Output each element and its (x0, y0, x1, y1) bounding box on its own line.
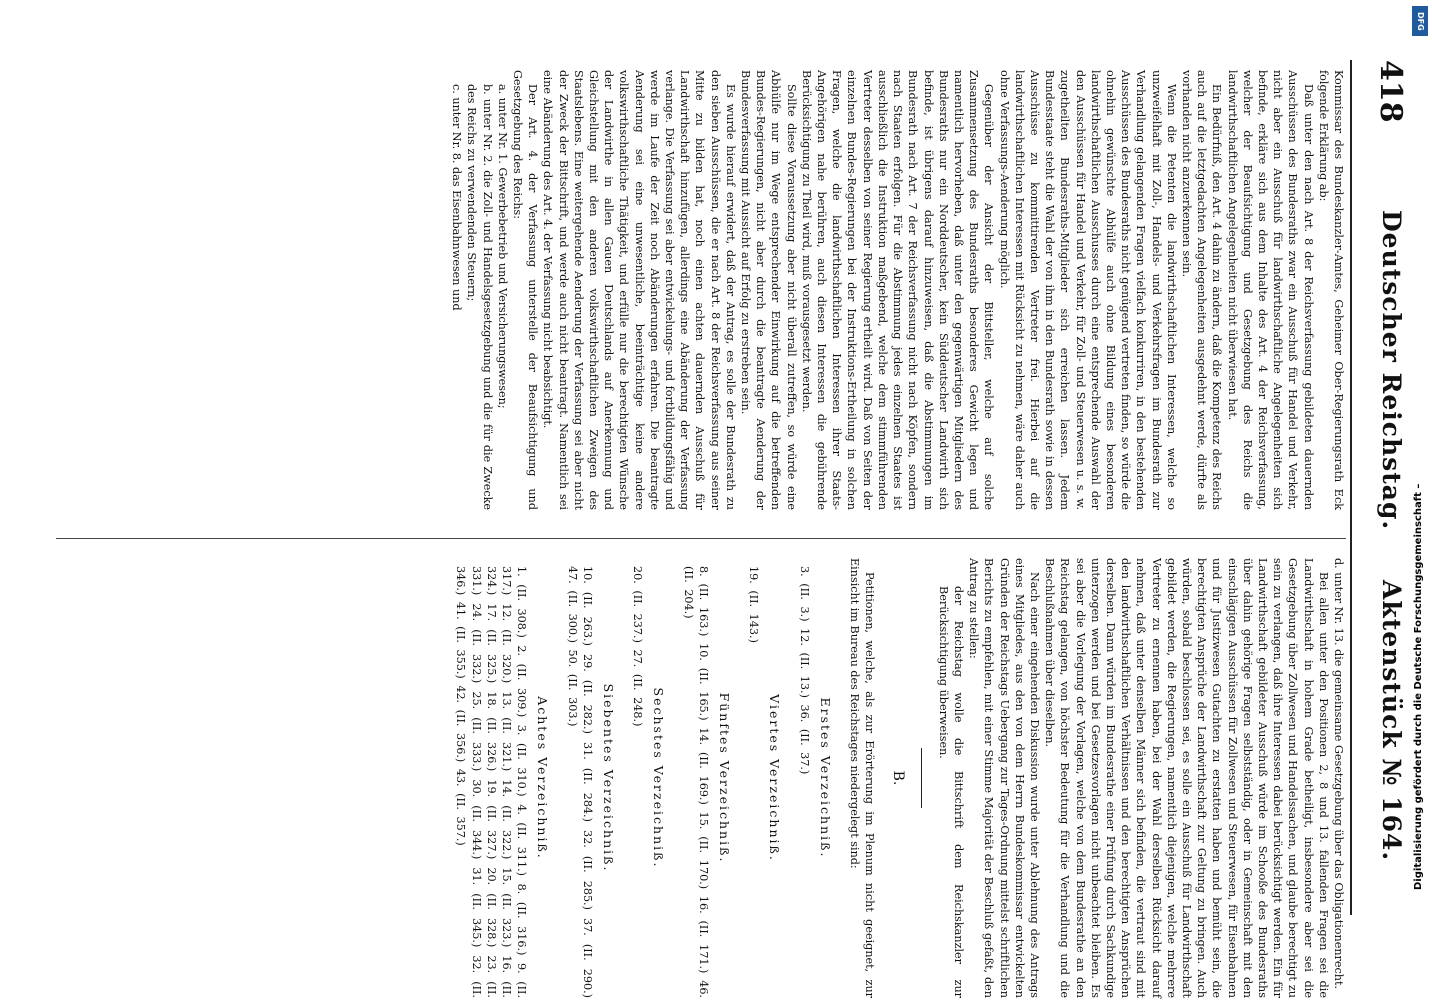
paragraph: Der Art. 4. der Verfassung unterstelle der Beaufsichtigung und Gesetzgebung des Reichs: (511, 70, 540, 510)
section-letter: B. (889, 770, 906, 786)
header-rule (1350, 60, 1352, 915)
list-item: a. unter Nr. 1. Gewerbebetrieb und Versicherungswesen; (495, 84, 509, 409)
dfg-logo: DFG (1412, 6, 1428, 36)
paragraph: Ein Bedürfniß, den Art. 4 dahin zu ändern, daß die Kompetenz des Reichs auch auf die letztgedachten Angelegenheiten ausgedehnt werde, dürfte als vorhanden nicht anzuerkennen sein. (1179, 70, 1224, 510)
list-entries: 8. (II. 163.) 10. (II. 165.) 14. (II. 169.) 15. (II. 170.) 16. (II. 171.) 46. (II. 204.) (681, 566, 710, 998)
motion-text: der Reichstag wolle die Bittschrift dem Reichskanzler zur Berücksichtigung überweisen. (936, 586, 965, 998)
list-item: b. unter Nr. 2. die Zoll- und Handelsgesetzgebung und die für die Zwecke des Reichs zu verwendenden Steuern; (465, 84, 494, 510)
list-heading: Viertes Verzeichniß. (767, 694, 783, 862)
section-separator (921, 748, 922, 808)
right-column (453, 558, 1346, 998)
paragraph: Nach einer eingehenden Diskussion wurde unter Ablehnung des Antrags eines Mitgliedes, aus den von dem Herrn Bundeskommissar entwickelten Gründen der Reichstags Uebergang zur Tages-Ordnung mittelst schriftlichen Berichts zu empfehlen, mit einer Stimme Majorität der Beschluß gefaßt, den Antrag zu stellen: (967, 558, 1041, 998)
page-number: 418 (1373, 60, 1408, 123)
paragraph: Es wurde hierauf erwidert, daß der Antrag, es solle der Bundesrath zu den sieben Ausschüssen, die er nach Art. 8 der Reichsverfassung aus seiner Mitte zu bilden hat, noch einen achten dauernden Ausschuß für Landwirthschaft hinzufügen, allerdings eine Abänderung der Verfassung verlange. Die Verfassung sei aber entwickelungs- und fortbildungsfähig und werde im Laufe der Zeit noch Abänderungen erfahren. Die beantragte Aenderung sei eine unwesentliche, beeinträchtige keine andere volkswirthschaftliche Thätigkeit, und erfülle nur die berechtigten Wünsche der Landwirthe in allen Gauen Deutschlands auf Anerkennung und Gleichstellung mit den anderen volkswirthschaftlichen Zweigen des Staatslebens. Eine weitergehende Aenderung der Verfassung sei aber nicht der Zweck der Bittschrift, und werde auch nicht beantragt. Namentlich sei eine Abänderung des Art. 4. der Verfassung nicht beabsichtigt. (541, 70, 737, 510)
list-heading: Achtes Verzeichniß. (535, 696, 551, 860)
list-entries: 10. (II. 263.) 29. (II. 282.) 31. (II. 284.) 32. (II. 285.) 37. (II. 290.) 47. (II. 300.) 50. (II. 303.) (565, 566, 594, 998)
digitization-note: Digitalisierung gefördert durch die Deutsche Forschungsgemeinschaft – (1413, 483, 1424, 890)
list-heading: Erstes Verzeichniß. (817, 697, 833, 859)
paragraph: Gegenüber der Ansicht der Bittsteller, welche auf solche Zusammensetzung des Bundesraths besonderes Gewicht legen und namentlich hervorheben, daß unter den gegenwärtigen Mitgliedern des Bundesraths nur ein Norddeutscher, kein Süddeutscher Landwirth sich befinde, ist übrigens darauf hinzuweisen, daß die Abstimmungen im Bundesrath nach Art. 7 der Reichsverfassung nicht nach Köpfen, sondern nach Staaten erfolgen. Für die Abstimmung jedes einzelnen Staates ist ausschließlich die Instruktion maßgebend, welche dem stimmführenden Vertreter desselben von seiner Regierung ertheilt wird. Daß von Seiten der einzelnen Bundes-Regierungen bei der Instruktions-Ertheilung in solchen Fragen, welche die landwirthschaftlichen Interessen ihrer Staats-Angehörigen nahe berühren, auch diesen Interessen die gebührende Berücksichtigung zu Theil wird, muß vorausgesetzt werden. (799, 70, 996, 510)
list-heading: Sechstes Verzeichniß. (651, 687, 667, 869)
left-column (449, 70, 1346, 510)
list-entries: 3. (II. 3.) 12. (II. 13.) 36. (II. 37.) (797, 566, 811, 775)
list-heading: Siebentes Verzeichniß. (601, 683, 617, 873)
paragraph: Wenn die Petenten die landwirthschaftlichen Interessen, welche so unzweifelhaft mit Zoll-, Handels- und Verkehrsfragen im Bundesrath zur Verhandlung gelangenden Fragen vielfach konkurriren, in den bestehenden Ausschüssen des Bundesraths nicht genügend vertreten finden, so würde die ohnehin gewünschte Abhülfe auch ohne Bildung eines besonderen landwirthschaftlichen Ausschusses durch eine entsprechende Auswahl der den Ausschüssen für Handel und Verkehr, für Zoll- und Steuerwesen u. s. w. zugetheilten Bundesraths-Mitglieder sich erreichen lassen. Jedem Bundesstaate steht die Wahl der von ihm in den Bundesrath sowie in dessen Ausschüsse zu kommittirenden Vertreter frei. Hierbei auf die landwirthschaftlichen Interessen mit Rücksicht zu nehmen, wäre daher auch ohne Verfassungs-Aenderung möglich. (997, 70, 1178, 510)
list-item: c. unter Nr. 8. das Eisenbahnwesen und (450, 84, 464, 311)
paragraph: d. unter Nr. 13. die gemeinsame Gesetzgebung über das Obligationenrecht. (1332, 558, 1345, 990)
paragraph: Sollte diese Voraussetzung aber nicht überall zutreffen, so würde eine Abhülfe nur im Wege entsprechender Einwirkung auf die betreffenden Bundes-Regierungen, nicht aber durch die beantragte Aenderung der Bundesverfassung mit Aussicht auf Erfolg zu erstreben sein. (739, 70, 798, 510)
paragraph: Petitionen, welche, als zur Erörterung im Plenum nicht geeignet, zur Einsicht im Bureau des Reichstages niedergelegt sind: (848, 558, 877, 998)
running-title: Deutscher Reichstag. (1377, 210, 1406, 531)
paragraph: Bei allen unter den Positionen 2, 8 und 13. fallenden Fragen sei die Landwirthschaft in hohem Grade betheiligt, insbesondere aber sei die Gesetzgebung über Zollwesen und Handelssachen, und glaube berechtigt zu sein zu verlangen, daß ihre Interessen dabei berücksichtigt werden. Ein für Landwirthschaft gebildeter Ausschuß würde im Schooße des Bundesraths über dahin gehörige Fragen selbstständig, oder in Gemeinschaft mit den einschlägigen Ausschüssen für Zollwesen und Steuerwesen, für Eisenbahnen und für Justizwesen Gutachten zu erstatten haben und bemüht sein, die berechtigten Ansprüche der Landwirthschaft zur Geltung zu bringen. Auch würden, sobald beschlossen sei, es solle ein Ausschuß für Landwirthschaft gebildet werden, die Regierungen, namentlich diejenigen, welche mehrere Vertreter zu ernennen haben, bei der Wahl derselben Rücksicht darauf nehmen, daß unter denselben Männer sich befinden, die vertraut sind mit den landwirthschaftlichen Verhältnissen und den berechtigten Ansprüchen derselben. Dann würden im Bundesrathe einer Prüfung durch Sachkundige unterzogen werden und bei Gesetzesvorlagen nicht unbeachtet bleiben. Es sei aber die Vorlegung der Vorlagen, welche von dem Bundesrathe an den Reichstag gelangen, von höchster Bedeutung für die Verhandlung und die Beschlußnahmen über dieselben. (1043, 558, 1330, 998)
list-entries: 19. (II. 143.) (747, 566, 761, 643)
paragraph: Daß unter den nach Art. 8 der Reichsverfassung gebildeten dauernden Ausschüssen des Bundesraths zwar ein Ausschuß für Handel und Verkehr, nicht aber ein Ausschuß für landwirthschaftliche Angelegenheiten sich befinde, erkläre sich aus dem Inhalte des Art. 4 der Reichsverfassung, welcher der Beaufsichtigung und Gesetzgebung des Reichs die landwirthschaftlichen Angelegenheiten nicht überwiesen hat. (1225, 70, 1315, 510)
paragraph: Kommissar des Bundeskanzler-Amtes, Geheimer Ober-Regierungsrath Eck folgende Erklärung ab: (1316, 70, 1345, 510)
list-entries: 20. (II. 237.) 27. (II. 248.) (631, 566, 645, 727)
list-heading: Fünftes Verzeichniß. (717, 692, 733, 864)
sheet-label: Aktenstück № 164. (1377, 580, 1406, 862)
list-entries: 1. (II. 308.) 2. (II. 309.) 3. (II. 310.) 4. (II. 311.) 8. (II. 316.) 9. (II. 317.) 12. (II. 320.) 13. (II. 321.) 14. (II. 322.) 15. (II. 323.) 16. (II. 324.) 17. (II. 325.) 18. (II. 326.) 19. (II. 327.) 20. (II. 328.) 23. (II. 331.) 24. (II. 332.) 25. (II. 333.) 30. (II. 344.) 31. (II. 345.) 32. (II. 346.) 41. (II. 355.) 42. (II. 356.) 43. (II. 357.) (454, 566, 529, 998)
column-divider (56, 538, 1346, 539)
